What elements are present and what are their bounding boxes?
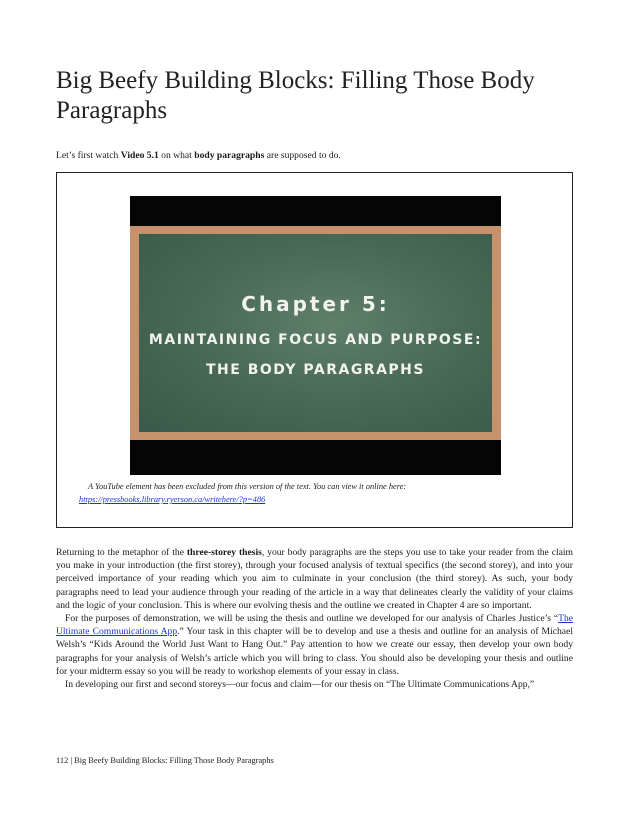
paragraph-1-text-b: , your body paragraphs are the steps you use to take your reader from the claim you make in your introduction (the first storey), through your focused analysis of textual specifics (the second storey), and into your perceived importance of your reading which you aim to culminate in your conclusion (the third storey). As such, your body paragraphs need to lead your audience through your reading of the article in a way that delineates clearly the validity of your claims and the logic of your conclusion. This is where our evolving thesis and the outline we created in Chapter 4 are so important. bbox=[56, 547, 573, 611]
youtube-link[interactable]: https://pressbooks.library.ryerson.ca/writehere/?p=486 bbox=[79, 495, 266, 504]
chalkboard-line-2: MAINTAINING FOCUS AND PURPOSE: bbox=[148, 332, 483, 348]
chalkboard bbox=[139, 234, 492, 432]
body-text bbox=[56, 546, 573, 691]
video-thumbnail[interactable] bbox=[130, 196, 501, 475]
intro-bold-body-paragraphs: body paragraphs bbox=[194, 150, 265, 161]
paragraph-3: In developing our first and second storeys—our focus and claim—for our thesis on “The Ultimate Communications App,” bbox=[65, 679, 535, 691]
paragraph-2 bbox=[56, 612, 573, 678]
video-embed-box bbox=[56, 172, 573, 528]
intro-text-1: Let’s first watch bbox=[56, 150, 121, 161]
paragraph-1-bold: three-storey thesis bbox=[186, 547, 262, 558]
paragraph-1-text-a: Returning to the metaphor of the bbox=[56, 547, 187, 558]
ultimate-communications-app-link[interactable]: The Ultimate Communications App bbox=[56, 613, 573, 638]
youtube-excluded-note: A YouTube element has been excluded from this version of the text. You can view it online here: bbox=[88, 482, 407, 491]
paragraph-1 bbox=[56, 546, 573, 612]
chalkboard-frame bbox=[130, 226, 501, 440]
paragraph-2-text-a: For the purposes of demonstration, we will be using the thesis and outline we developed for our analysis of Charles Justice’s “ bbox=[65, 613, 559, 625]
paragraph-2-text-b: .” Your task in this chapter will be to develop and use a thesis and outline for an analysis of Michael Welsh’s “Kids Around the World Just Want to Hang Out.” Pay attention to how we create our essay, then develop your own body paragraphs for your analysis of Welsh’s article which you will bring to class. You should also be developing your thesis and outline for your midterm essay so you will be ready to workshop elements of your essay in class. bbox=[56, 626, 573, 677]
intro-text-3: are supposed to do. bbox=[264, 150, 341, 161]
intro-line bbox=[56, 150, 341, 162]
chalkboard-chapter-heading: Chapter 5: bbox=[241, 292, 390, 316]
page-title: Big Beefy Building Blocks: Filling Those Body Paragraphs bbox=[56, 67, 535, 124]
chalkboard-line-3: THE BODY PARAGRAPHS bbox=[206, 362, 425, 378]
intro-text-2: on what bbox=[158, 150, 195, 161]
page-footer: 112 | Big Beefy Building Blocks: Filling Those Body Paragraphs bbox=[56, 756, 274, 765]
intro-bold-video: Video 5.1 bbox=[120, 150, 159, 161]
